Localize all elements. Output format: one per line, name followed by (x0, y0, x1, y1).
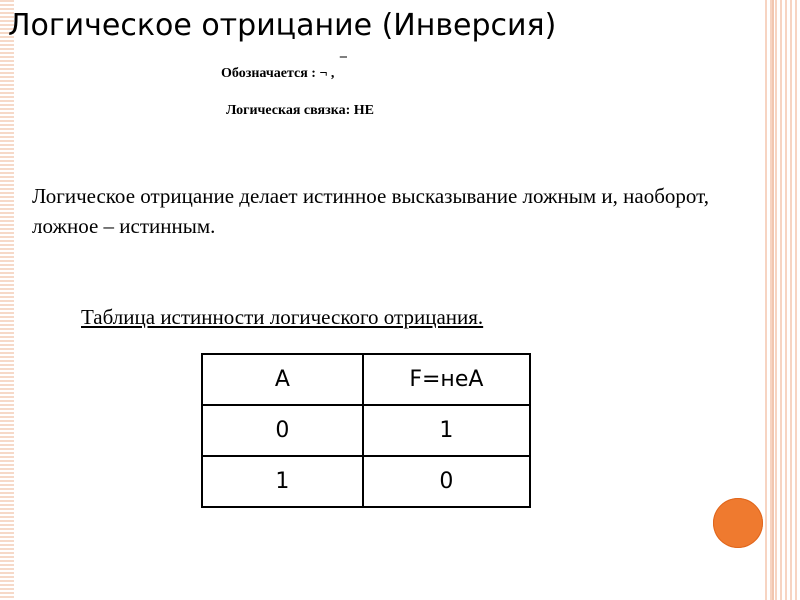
table-caption: Таблица истинности логического отрицания. (81, 305, 484, 329)
notation-line (221, 56, 347, 82)
table-cell: 0 (363, 456, 530, 507)
slide-title: Логическое отрицание (Инверсия) (8, 8, 557, 43)
right-border-rule (772, 0, 774, 600)
orange-circle-decoration (713, 498, 763, 548)
definition-paragraph: Логическое отрицание делает истинное высказывание ложным и, наоборот, ложное – истинным. (32, 184, 709, 238)
table-header-row (202, 354, 530, 405)
left-decorative-border (0, 0, 14, 600)
table-row (202, 456, 530, 507)
notation-label: Обозначается : ¬ , (221, 66, 335, 81)
table-row (202, 405, 530, 456)
table-cell: 0 (202, 405, 363, 456)
table-cell: 1 (202, 456, 363, 507)
header-cell-f: F=неA (363, 354, 530, 405)
table-cell: 1 (363, 405, 530, 456)
connective-line: Логическая связка: НЕ (226, 103, 374, 118)
right-decorative-border (765, 0, 800, 600)
header-cell-a: A (202, 354, 363, 405)
overline-symbol: ¯ (339, 56, 347, 71)
truth-table (201, 353, 531, 508)
